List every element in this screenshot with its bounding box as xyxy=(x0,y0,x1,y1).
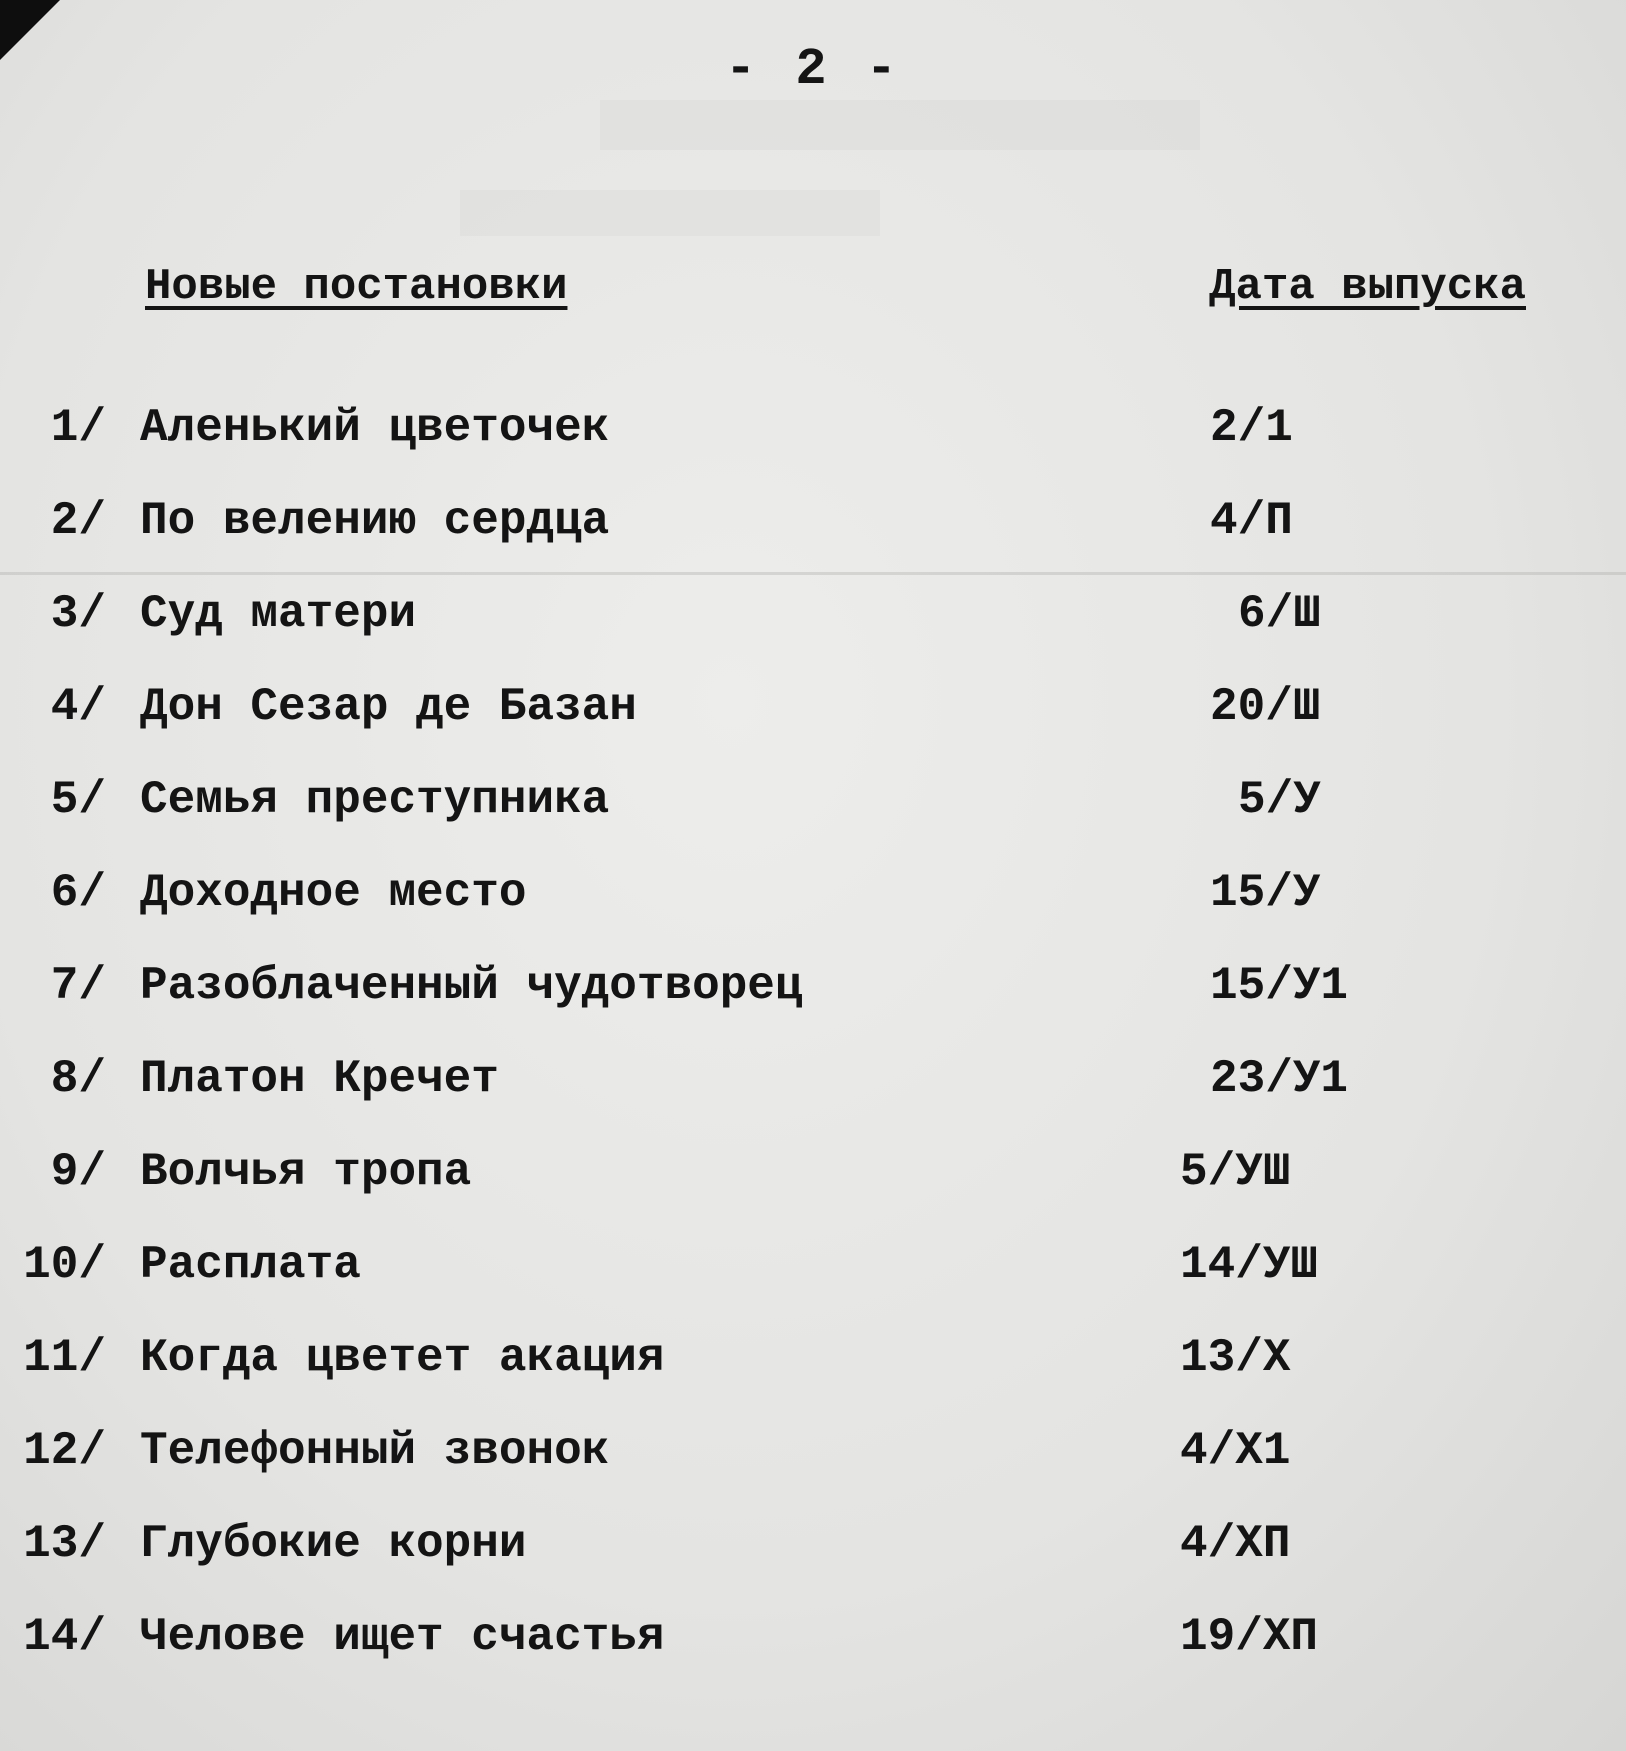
item-title: Разоблаченный чудотворец xyxy=(140,960,803,1012)
item-date: 19/ХП xyxy=(1180,1611,1319,1663)
list-item xyxy=(0,1239,1626,1309)
list-item xyxy=(0,1146,1626,1216)
item-date: 4/П xyxy=(1210,495,1293,547)
item-title: Волчья тропа xyxy=(140,1146,472,1198)
page-number: - 2 - xyxy=(724,40,902,99)
item-date: 20/Ш xyxy=(1210,681,1321,733)
item-number: 2/ xyxy=(50,495,106,547)
list-item xyxy=(0,774,1626,844)
list-item xyxy=(0,588,1626,658)
item-number: 11/ xyxy=(23,1332,106,1384)
list-item xyxy=(0,1053,1626,1123)
list-item xyxy=(0,867,1626,937)
list-item xyxy=(0,1425,1626,1495)
item-date: 15/У xyxy=(1210,867,1321,919)
item-title: Телефонный звонок xyxy=(140,1425,610,1477)
item-title: Платон Кречет xyxy=(140,1053,499,1105)
item-title: Суд матери xyxy=(140,588,417,640)
item-title: Расплата xyxy=(140,1239,361,1291)
item-date: 6/Ш xyxy=(1238,588,1321,640)
item-number: 12/ xyxy=(23,1425,106,1477)
item-date: 4/ХП xyxy=(1180,1518,1291,1570)
bleed-through-mark xyxy=(460,190,880,236)
item-date: 14/УШ xyxy=(1180,1239,1319,1291)
item-number: 10/ xyxy=(23,1239,106,1291)
list-item xyxy=(0,681,1626,751)
header-new-productions: Новые постановки xyxy=(145,262,568,312)
item-title: Доходное место xyxy=(140,867,527,919)
item-number: 5/ xyxy=(50,774,106,826)
list-item xyxy=(0,1518,1626,1588)
item-date: 4/Х1 xyxy=(1180,1425,1291,1477)
list-item xyxy=(0,1611,1626,1681)
item-number: 14/ xyxy=(23,1611,106,1663)
item-title: Семья преступника xyxy=(140,774,610,826)
header-release-date: Дата выпуска xyxy=(1209,262,1526,312)
list-item xyxy=(0,495,1626,565)
item-date: 5/У xyxy=(1238,774,1321,826)
item-date: 2/1 xyxy=(1210,402,1293,454)
item-number: 7/ xyxy=(50,960,106,1012)
list-item xyxy=(0,1332,1626,1402)
item-title: Челове ищет счастья xyxy=(140,1611,665,1663)
item-number: 9/ xyxy=(50,1146,106,1198)
list-item xyxy=(0,960,1626,1030)
item-date: 15/У1 xyxy=(1210,960,1349,1012)
item-title: Дон Сезар де Базан xyxy=(140,681,637,733)
item-number: 8/ xyxy=(50,1053,106,1105)
item-title: Глубокие корни xyxy=(140,1518,527,1570)
item-title: По велению сердца xyxy=(140,495,610,547)
bleed-through-mark xyxy=(0,572,1626,575)
item-number: 6/ xyxy=(50,867,106,919)
item-date: 13/Х xyxy=(1180,1332,1291,1384)
list-item xyxy=(0,402,1626,472)
item-number: 3/ xyxy=(50,588,106,640)
item-title: Когда цветет акация xyxy=(140,1332,665,1384)
item-date: 5/УШ xyxy=(1180,1146,1291,1198)
item-number: 1/ xyxy=(50,402,106,454)
bleed-through-mark xyxy=(600,100,1200,150)
item-number: 4/ xyxy=(50,681,106,733)
item-title: Аленький цветочек xyxy=(140,402,610,454)
item-number: 13/ xyxy=(23,1518,106,1570)
item-date: 23/У1 xyxy=(1210,1053,1349,1105)
